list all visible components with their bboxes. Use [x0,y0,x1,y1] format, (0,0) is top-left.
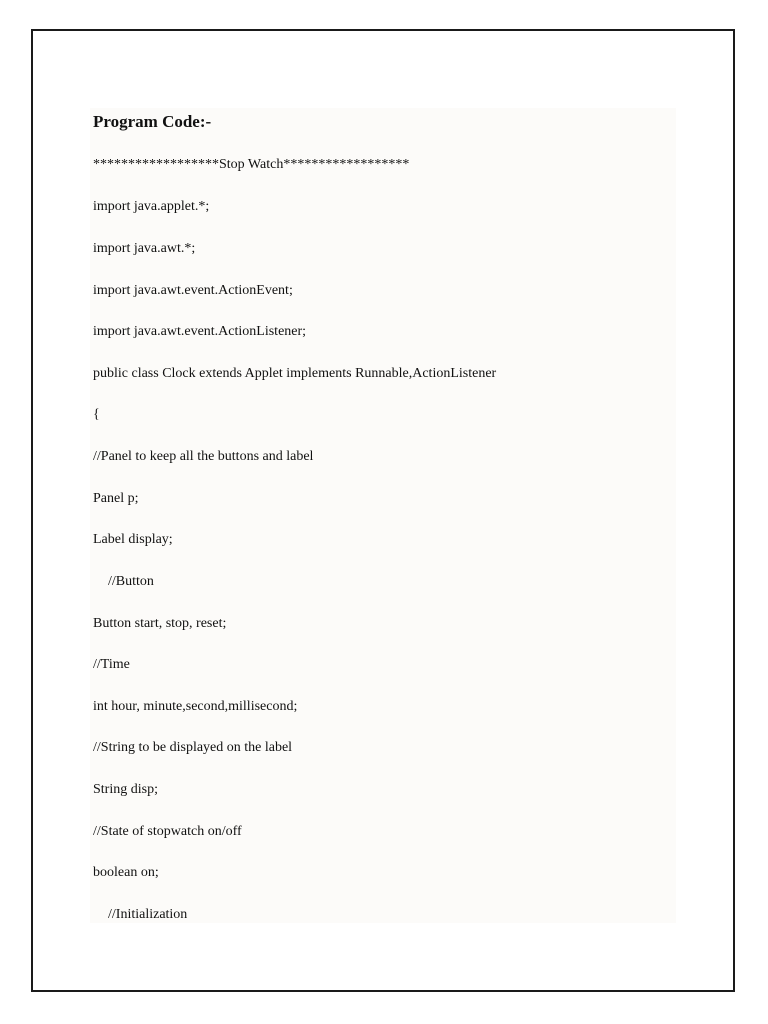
code-line-comment-time: //Time [93,657,130,672]
code-line-comment-initialization: //Initialization [108,907,188,922]
code-line-import-awt: import java.awt.*; [93,241,196,256]
code-line-import-actionlistener: import java.awt.event.ActionListener; [93,324,307,339]
code-line-comment-button: //Button [108,574,154,589]
code-line-comment-string: //String to be displayed on the label [93,740,293,755]
code-line-comment-state: //State of stopwatch on/off [93,824,242,839]
code-line-import-actionevent: import java.awt.event.ActionEvent; [93,283,293,298]
code-line-class-declaration: public class Clock extends Applet implements Runnable,ActionListener [93,366,497,381]
code-line-panel-declaration: Panel p; [93,491,139,506]
code-line-button-declaration: Button start, stop, reset; [93,616,227,631]
code-line-import-applet: import java.applet.*; [93,199,210,214]
code-line-label-declaration: Label display; [93,532,173,547]
code-line-comment-panel: //Panel to keep all the buttons and label [93,449,314,464]
code-line-string-declaration: String disp; [93,782,158,797]
code-line-open-brace: { [93,407,100,422]
code-background [90,108,676,923]
code-line-banner: ******************Stop Watch****************** [93,157,410,172]
section-heading: Program Code:- [93,112,212,131]
code-line-time-declaration: int hour, minute,second,millisecond; [93,699,298,714]
code-line-boolean-declaration: boolean on; [93,865,159,880]
